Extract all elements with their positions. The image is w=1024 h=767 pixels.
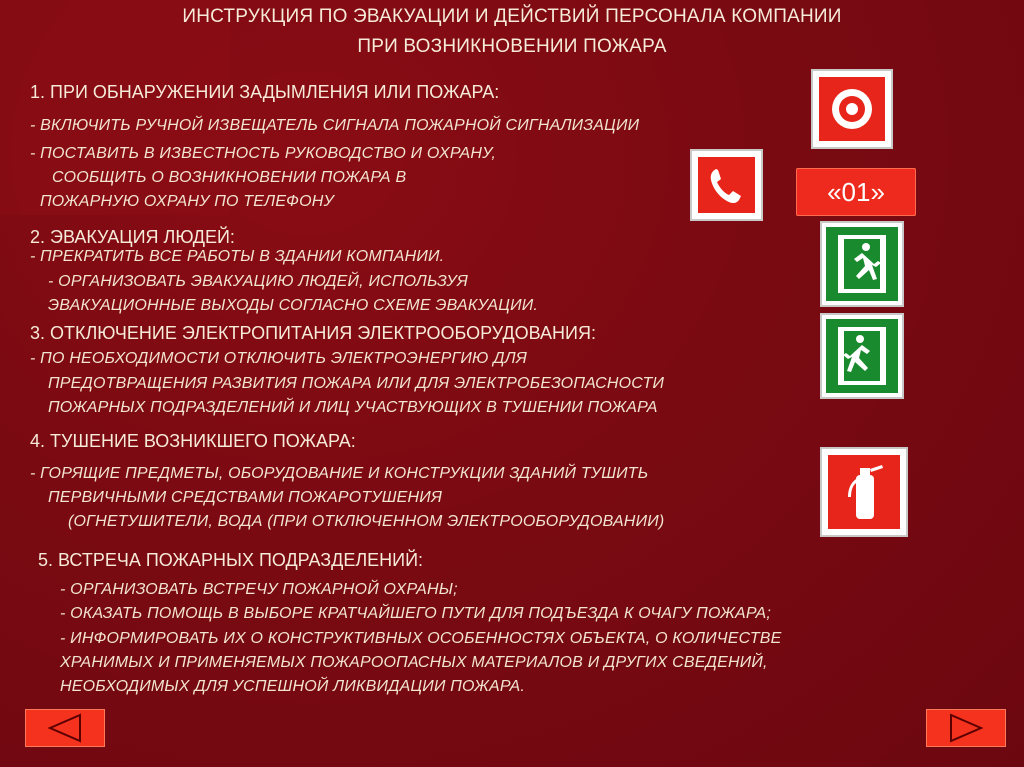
phone-icon [692, 151, 761, 219]
section5-line: НЕОБХОДИМЫХ ДЛЯ УСПЕШНОЙ ЛИКВИДАЦИИ ПОЖАРА. [60, 678, 526, 695]
page-title-line2: ПРИ ВОЗНИКНОВЕНИИ ПОЖАРА [357, 36, 667, 57]
section2-heading: 2. ЭВАКУАЦИЯ ЛЮДЕЙ: [30, 227, 235, 247]
fire-extinguisher-icon [822, 449, 906, 535]
section5-line: - ИНФОРМИРОВАТЬ ИХ О КОНСТРУКТИВНЫХ ОСОБЕННОСТЯХ ОБЪЕКТА, О КОЛИЧЕСТВЕ [60, 630, 782, 647]
exit-sign-2 [820, 313, 904, 399]
section4-line: (ОГНЕТУШИТЕЛИ, ВОДА (ПРИ ОТКЛЮЧЕННОМ ЭЛЕКТРООБОРУДОВАНИИ) [68, 513, 665, 530]
section4-line: - ГОРЯЩИЕ ПРЕДМЕТЫ, ОБОРУДОВАНИЕ И КОНСТРУКЦИИ ЗДАНИЙ ТУШИТЬ [30, 465, 649, 482]
section5-line: - ОКАЗАТЬ ПОМОЩЬ В ВЫБОРЕ КРАТЧАЙШЕГО ПУТИ ДЛЯ ПОДЪЕЗДА К ОЧАГУ ПОЖАРА; [60, 605, 771, 622]
arrow-left-icon [26, 710, 104, 746]
section2-line: - ОРГАНИЗОВАТЬ ЭВАКУАЦИЮ ЛЮДЕЙ, ИСПОЛЬЗУЯ [48, 273, 469, 290]
prev-slide-button[interactable] [25, 709, 105, 747]
phone-sign [690, 149, 763, 221]
section1-line: ПОЖАРНУЮ ОХРАНУ ПО ТЕЛЕФОНУ [40, 193, 334, 210]
fire-alarm-button-icon [813, 71, 891, 147]
section2-line: - ПРЕКРАТИТЬ ВСЕ РАБОТЫ В ЗДАНИИ КОМПАНИИ. [30, 248, 445, 265]
section1-heading: 1. ПРИ ОБНАРУЖЕНИИ ЗАДЫМЛЕНИЯ ИЛИ ПОЖАРА: [30, 82, 500, 102]
section1-line: - ПОСТАВИТЬ В ИЗВЕСТНОСТЬ РУКОВОДСТВО И ОХРАНУ, [30, 145, 496, 162]
section5-line: ХРАНИМЫХ И ПРИМЕНЯЕМЫХ ПОЖАРООПАСНЫХ МАТЕРИАЛОВ И ДРУГИХ СВЕДЕНИЙ, [60, 654, 768, 671]
section1-line: СООБЩИТЬ О ВОЗНИКНОВЕНИИ ПОЖАРА В [52, 169, 407, 186]
section4-heading: 4. ТУШЕНИЕ ВОЗНИКШЕГО ПОЖАРА: [30, 431, 356, 451]
section2-line: ЭВАКУАЦИОННЫЕ ВЫХОДЫ СОГЛАСНО СХЕМЕ ЭВАКУАЦИИ. [48, 297, 539, 314]
page-title-line1: ИНСТРУКЦИЯ ПО ЭВАКУАЦИИ И ДЕЙСТВИЙ ПЕРСОНАЛА КОМПАНИИ [182, 6, 842, 27]
section5-heading: 5. ВСТРЕЧА ПОЖАРНЫХ ПОДРАЗДЕЛЕНИЙ: [38, 550, 424, 570]
fire-alarm-sign [811, 69, 893, 149]
section4-line: ПЕРВИЧНЫМИ СРЕДСТВАМИ ПОЖАРОТУШЕНИЯ [48, 489, 443, 506]
section3-line: - ПО НЕОБХОДИМОСТИ ОТКЛЮЧИТЬ ЭЛЕКТРОЭНЕРГИЮ ДЛЯ [30, 350, 527, 367]
section3-line: ПОЖАРНЫХ ПОДРАЗДЕЛЕНИЙ И ЛИЦ УЧАСТВУЮЩИХ В ТУШЕНИИ ПОЖАРА [48, 399, 658, 416]
next-slide-button[interactable] [926, 709, 1006, 747]
exit-sign-1 [820, 221, 904, 307]
emergency-exit-icon [822, 223, 902, 305]
fire-service-number: «01» [796, 168, 916, 216]
extinguisher-sign [820, 447, 908, 537]
section3-heading: 3. ОТКЛЮЧЕНИЕ ЭЛЕКТРОПИТАНИЯ ЭЛЕКТРООБОРУДОВАНИЯ: [30, 323, 596, 343]
section3-line: ПРЕДОТВРАЩЕНИЯ РАЗВИТИЯ ПОЖАРА ИЛИ ДЛЯ ЭЛЕКТРОБЕЗОПАСНОСТИ [48, 375, 665, 392]
section1-line: - ВКЛЮЧИТЬ РУЧНОЙ ИЗВЕЩАТЕЛЬ СИГНАЛА ПОЖАРНОЙ СИГНАЛИЗАЦИИ [30, 117, 640, 134]
section5-line: - ОРГАНИЗОВАТЬ ВСТРЕЧУ ПОЖАРНОЙ ОХРАНЫ; [60, 581, 458, 598]
arrow-right-icon [927, 710, 1005, 746]
emergency-exit-icon [822, 315, 902, 397]
